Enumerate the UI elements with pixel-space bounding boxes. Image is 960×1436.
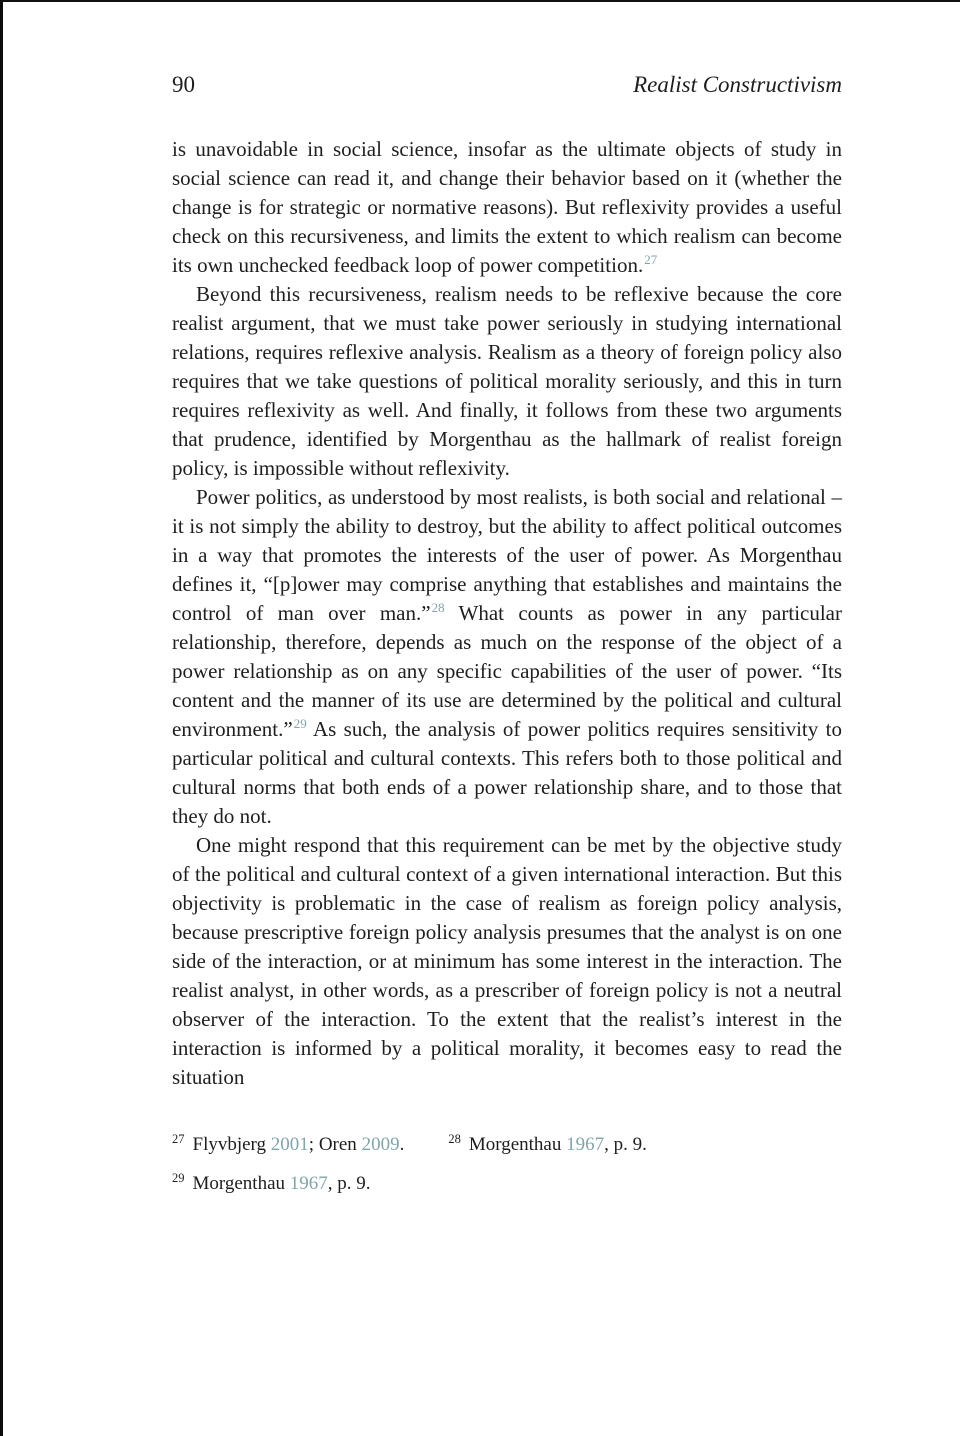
footnote-number: 29 bbox=[172, 1171, 185, 1185]
body-text bbox=[172, 135, 842, 1092]
citation-year-link[interactable]: 2001 bbox=[270, 1134, 309, 1155]
scan-edge-top bbox=[0, 0, 960, 2]
body-paragraph: is unavoidable in social science, insofar as the ultimate objects of study in social science can read it, and change their behavior based on it (whether the change is for strategic or normative reasons). But reflexivity provides a useful check on this recursiveness, and limits the extent to which realism can become its own unchecked feedback loop of power competition.$^{27}$ bbox=[172, 137, 842, 277]
footnote-ref-27[interactable]: 27 bbox=[644, 252, 658, 267]
running-head: Realist Constructivism bbox=[633, 72, 842, 97]
body-paragraph: Beyond this recursiveness, realism needs to be reflexive because the core realist argument, that we must take power seriously in studying international relations, requires reflexive analysis. Realism as a theory of foreign policy also requires that we take questions of political morality seriously, and this in turn requires reflexivity as well. And finally, it follows from these two arguments that prudence, identified by Morgenthau as the hallmark of realist foreign policy, is impossible without reflexivity. bbox=[172, 282, 842, 480]
footnotes-section bbox=[172, 1125, 842, 1203]
footnote-ref-28[interactable]: 28 bbox=[431, 600, 445, 615]
footnote-row bbox=[172, 1125, 842, 1164]
page-content bbox=[172, 72, 842, 1203]
scan-edge-left bbox=[0, 0, 3, 1436]
footnote-ref-29[interactable]: 29 bbox=[293, 716, 307, 731]
footnote-29: $^{29}$ Morgenthau 1967, p. 9. bbox=[172, 1171, 371, 1194]
footnote-row bbox=[172, 1164, 842, 1203]
citation-year-link[interactable]: 1967 bbox=[566, 1134, 605, 1155]
citation-year-link[interactable]: 2009 bbox=[361, 1134, 400, 1155]
page-number: 90 bbox=[172, 72, 195, 97]
citation-year-link[interactable]: 1967 bbox=[289, 1173, 328, 1194]
footnote-28: $^{28}$ Morgenthau 1967, p. 9. bbox=[448, 1132, 647, 1155]
footnote-27: $^{27}$ Flyvbjerg 2001; Oren 2009. bbox=[172, 1132, 405, 1155]
footnote-number: 28 bbox=[448, 1132, 461, 1146]
body-paragraph: One might respond that this requirement can be met by the objective study of the political and cultural context of a given international interaction. But this objectivity is problematic in the case of realism as foreign policy analysis, because prescriptive foreign policy analysis presumes that the analyst is on one side of the interaction, or at minimum has some interest in the interaction. The realist analyst, in other words, as a prescriber of foreign policy is not a neutral observer of the interaction. To the extent that the realist’s interest in the interaction is informed by a political morality, it becomes easy to read the situation bbox=[172, 833, 842, 1089]
footnote-number: 27 bbox=[172, 1132, 185, 1146]
page-header bbox=[172, 72, 842, 98]
body-paragraph: Power politics, as understood by most realists, is both social and relational – it is not simply the ability to destroy, but the ability to affect political outcomes in a way that promotes the interests of the user of power. As Morgenthau defines it, “[p]ower may comprise anything that establishes and maintains the control of man over man.”$^{28}$ What counts as power in any particular relationship, therefore, depends as much on the response of the object of a power relationship as on any specific capabilities of the user of power. “Its content and the manner of its use are determined by the political and cultural environment.”$^{29}$ As such, the analysis of power politics requires sensitivity to particular political and cultural contexts. This refers both to those political and cultural norms that both ends of a power relationship share, and to those that they do not. bbox=[172, 485, 842, 828]
